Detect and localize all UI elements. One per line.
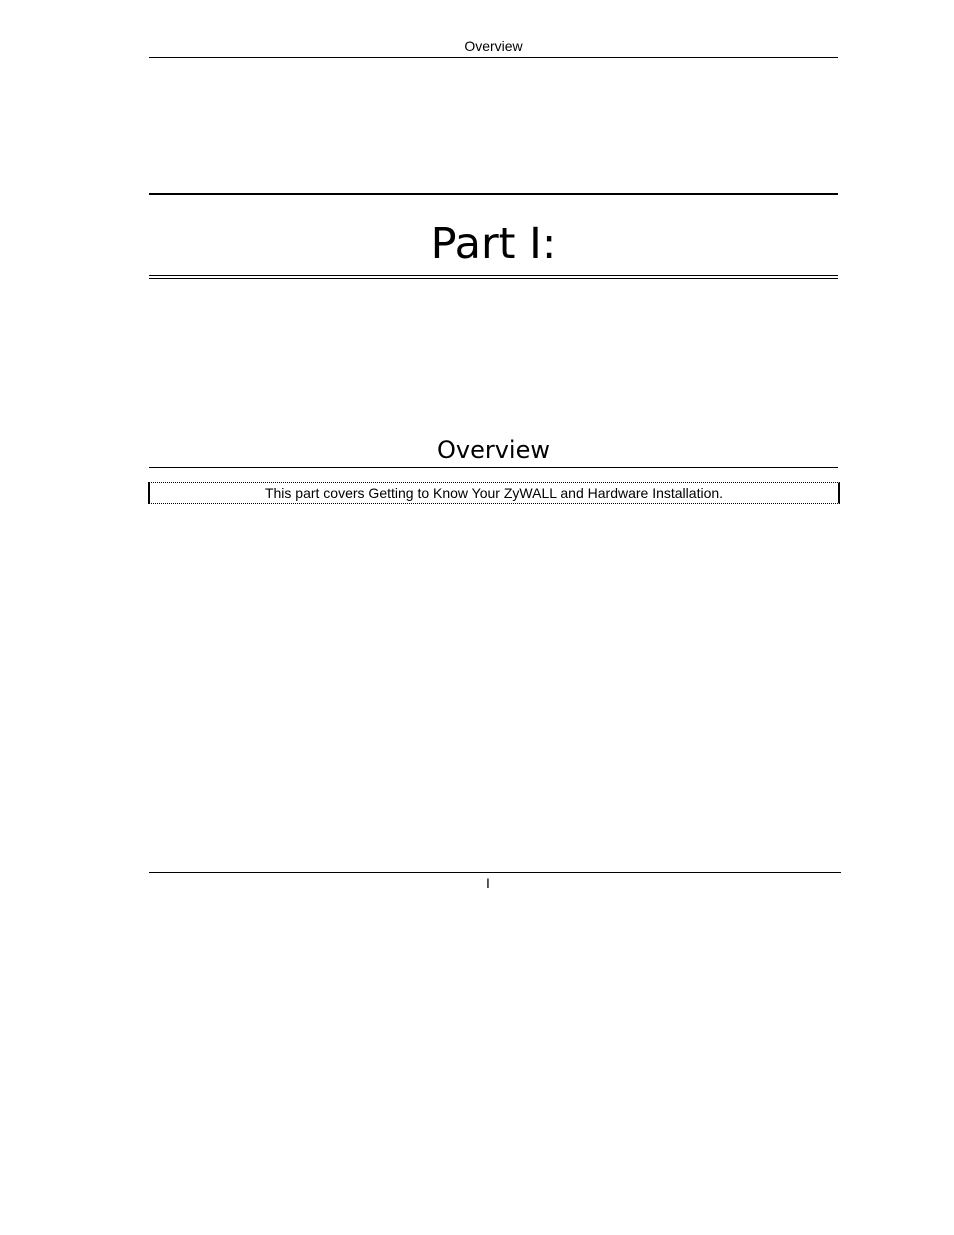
running-header: Overview: [464, 38, 523, 54]
page-number: I: [486, 875, 490, 891]
part-bottom-rule: [149, 275, 838, 279]
part-summary-box: [148, 482, 840, 504]
part-summary-text: This part covers Getting to Know Your ZyWALL and Hardware Installation.: [264, 485, 724, 501]
header-rule: [149, 57, 838, 58]
section-title: Overview: [437, 436, 550, 464]
part-top-rule: [149, 193, 838, 195]
part-title: Part I:: [430, 219, 557, 269]
footer-rule: [149, 872, 841, 873]
section-rule: [149, 467, 838, 468]
